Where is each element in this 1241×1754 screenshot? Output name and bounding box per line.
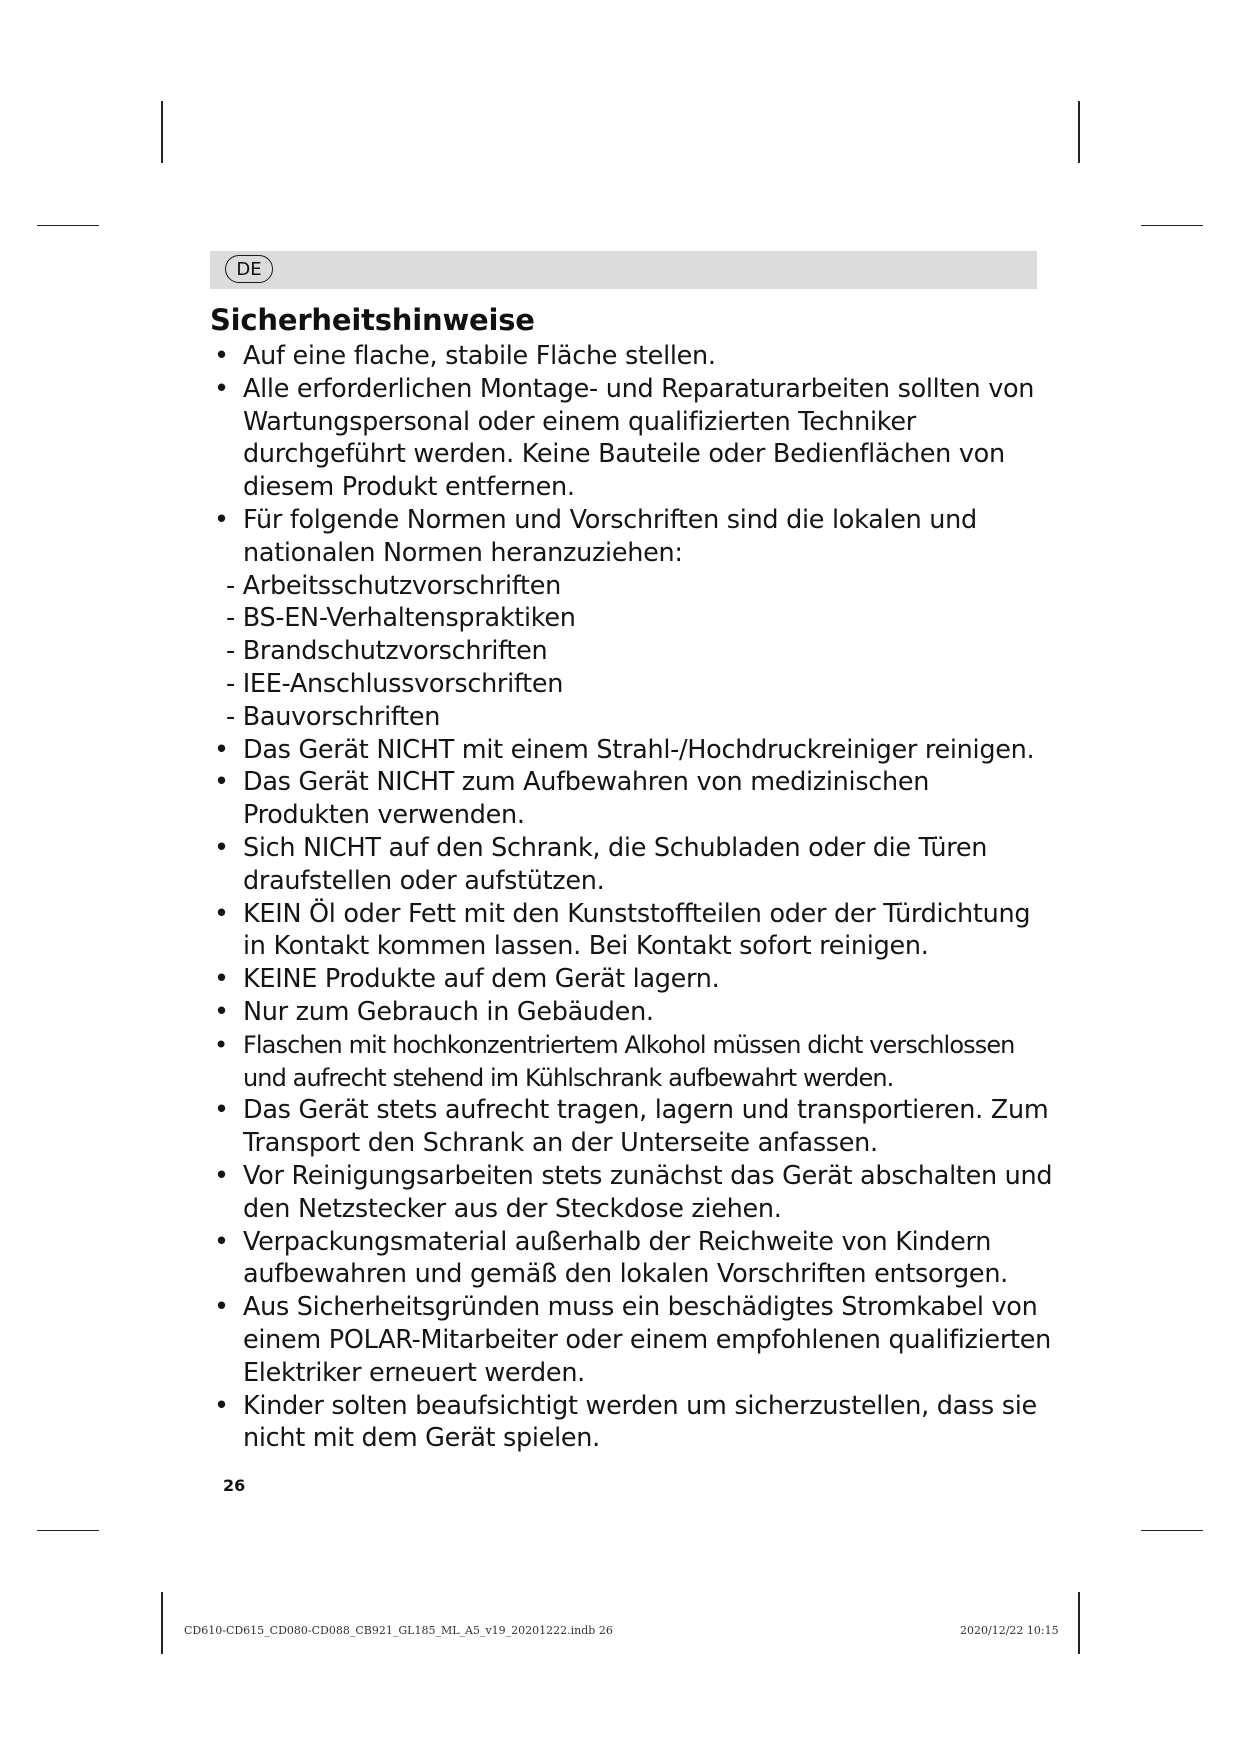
list-item bbox=[210, 504, 1060, 570]
sub-list-item: - IEE-Anschlussvorschriften bbox=[226, 668, 564, 699]
bullet-icon: • bbox=[214, 504, 229, 535]
bullet-icon: • bbox=[214, 1095, 229, 1126]
bullet-icon: • bbox=[214, 1160, 229, 1191]
list-item bbox=[210, 766, 1060, 832]
list-item-text: Das Gerät stets aufrecht tragen, lagern und transportieren. Zum Transport den Schrank an der Unterseite anfassen. bbox=[243, 1095, 1049, 1159]
crop-mark-lower-left bbox=[37, 1530, 99, 1531]
list-item-text: Alle erforderlichen Montage- und Reparaturarbeiten sollten von Wartungspersonal oder einem qualifizierten Techniker durchgeführt werden. Keine Bauteile oder Bedienflächen von diesem Produkt entfernen. bbox=[243, 373, 1035, 503]
language-badge: DE bbox=[225, 255, 273, 283]
bullet-icon: • bbox=[214, 767, 229, 798]
list-item-text: Nur zum Gebrauch in Gebäuden. bbox=[243, 996, 654, 1027]
list-item bbox=[210, 996, 1060, 1029]
list-item bbox=[210, 1291, 1060, 1389]
footer-timestamp: 2020/12/22 10:15 bbox=[960, 1624, 1059, 1637]
bullet-icon: • bbox=[214, 1030, 228, 1059]
list-item bbox=[210, 1029, 1060, 1095]
bullet-icon: • bbox=[214, 1226, 229, 1257]
bullet-icon: • bbox=[214, 1292, 229, 1323]
list-item bbox=[210, 1390, 1060, 1456]
list-item-text: Auf eine flache, stabile Fläche stellen. bbox=[243, 341, 716, 371]
bullet-icon: • bbox=[214, 898, 229, 929]
bullet-icon: • bbox=[214, 1390, 229, 1421]
section-title: Sicherheitshinweise bbox=[210, 303, 535, 337]
list-item-text: Sich NICHT auf den Schrank, die Schubladen oder die Türen draufstellen oder aufstützen. bbox=[243, 832, 988, 896]
list-item bbox=[210, 734, 1060, 767]
list-item bbox=[210, 373, 1060, 504]
list-item-text: Für folgende Normen und Vorschriften sind die lokalen und nationalen Normen heranzuziehen: bbox=[243, 504, 977, 568]
list-item bbox=[210, 1094, 1060, 1160]
crop-mark-bottom-left bbox=[161, 1592, 163, 1654]
list-item-text: Vor Reinigungsarbeiten stets zunächst das Gerät abschalten und den Netzstecker aus der Steckdose ziehen. bbox=[243, 1160, 1053, 1224]
crop-mark-lower-right bbox=[1141, 1530, 1203, 1531]
crop-mark-upper-left bbox=[37, 225, 99, 226]
list-item bbox=[210, 898, 1060, 964]
footer-file-name: CD610-CD615_CD080-CD088_CB921_GL185_ML_A5_v19_20201222.indb 26 bbox=[184, 1624, 613, 1637]
list-item bbox=[210, 340, 1060, 373]
page-number: 26 bbox=[223, 1476, 246, 1495]
bullet-icon: • bbox=[214, 373, 229, 404]
bullet-icon: • bbox=[214, 964, 229, 995]
crop-mark-bottom-right bbox=[1078, 1592, 1080, 1654]
safety-instructions-list bbox=[210, 340, 1060, 1455]
sub-list-item: - Arbeitsschutzvorschriften bbox=[226, 570, 561, 601]
bullet-icon: • bbox=[214, 734, 229, 765]
crop-mark-top-left bbox=[161, 101, 163, 163]
list-item-text: KEINE Produkte auf dem Gerät lagern. bbox=[243, 964, 720, 995]
list-item bbox=[210, 1160, 1060, 1226]
list-item-text: Aus Sicherheitsgründen muss ein beschädigtes Stromkabel von einem POLAR-Mitarbeiter oder einem empfohlenen qualifizierten Elektriker erneuert werden. bbox=[243, 1292, 1051, 1388]
crop-mark-upper-right bbox=[1141, 225, 1203, 226]
list-item-text: Flaschen mit hochkonzentriertem Alkohol müssen dicht verschlossen und aufrecht stehend im Kühlschrank aufbewahrt werden. bbox=[243, 1030, 1015, 1092]
sub-list-item: - BS-EN-Verhaltenspraktiken bbox=[226, 603, 576, 634]
list-item-text: Das Gerät NICHT mit einem Strahl-/Hochdruckreiniger reinigen. bbox=[243, 734, 1035, 765]
list-item-text: KEIN Öl oder Fett mit den Kunststoffteilen oder der Türdichtung in Kontakt kommen lassen. Bei Kontakt sofort reinigen. bbox=[243, 898, 1031, 962]
list-item bbox=[210, 963, 1060, 996]
crop-mark-top-right bbox=[1078, 101, 1080, 163]
sub-list-item: - Brandschutzvorschriften bbox=[226, 636, 548, 667]
bullet-icon: • bbox=[214, 996, 229, 1027]
list-item-text: Verpackungsmaterial außerhalb der Reichweite von Kindern aufbewahren und gemäß den lokalen Vorschriften entsorgen. bbox=[243, 1226, 1008, 1290]
bullet-icon: • bbox=[214, 341, 229, 371]
list-item bbox=[210, 832, 1060, 898]
sub-list-item: - Bauvorschriften bbox=[226, 701, 441, 732]
list-item-text: Das Gerät NICHT zum Aufbewahren von medizinischen Produkten verwenden. bbox=[243, 767, 930, 831]
bullet-icon: • bbox=[214, 832, 229, 863]
language-header-bar bbox=[210, 251, 1037, 289]
list-item-text: Kinder solten beaufsichtigt werden um sicherzustellen, dass sie nicht mit dem Gerät spielen. bbox=[243, 1390, 1037, 1454]
list-item bbox=[210, 1226, 1060, 1292]
